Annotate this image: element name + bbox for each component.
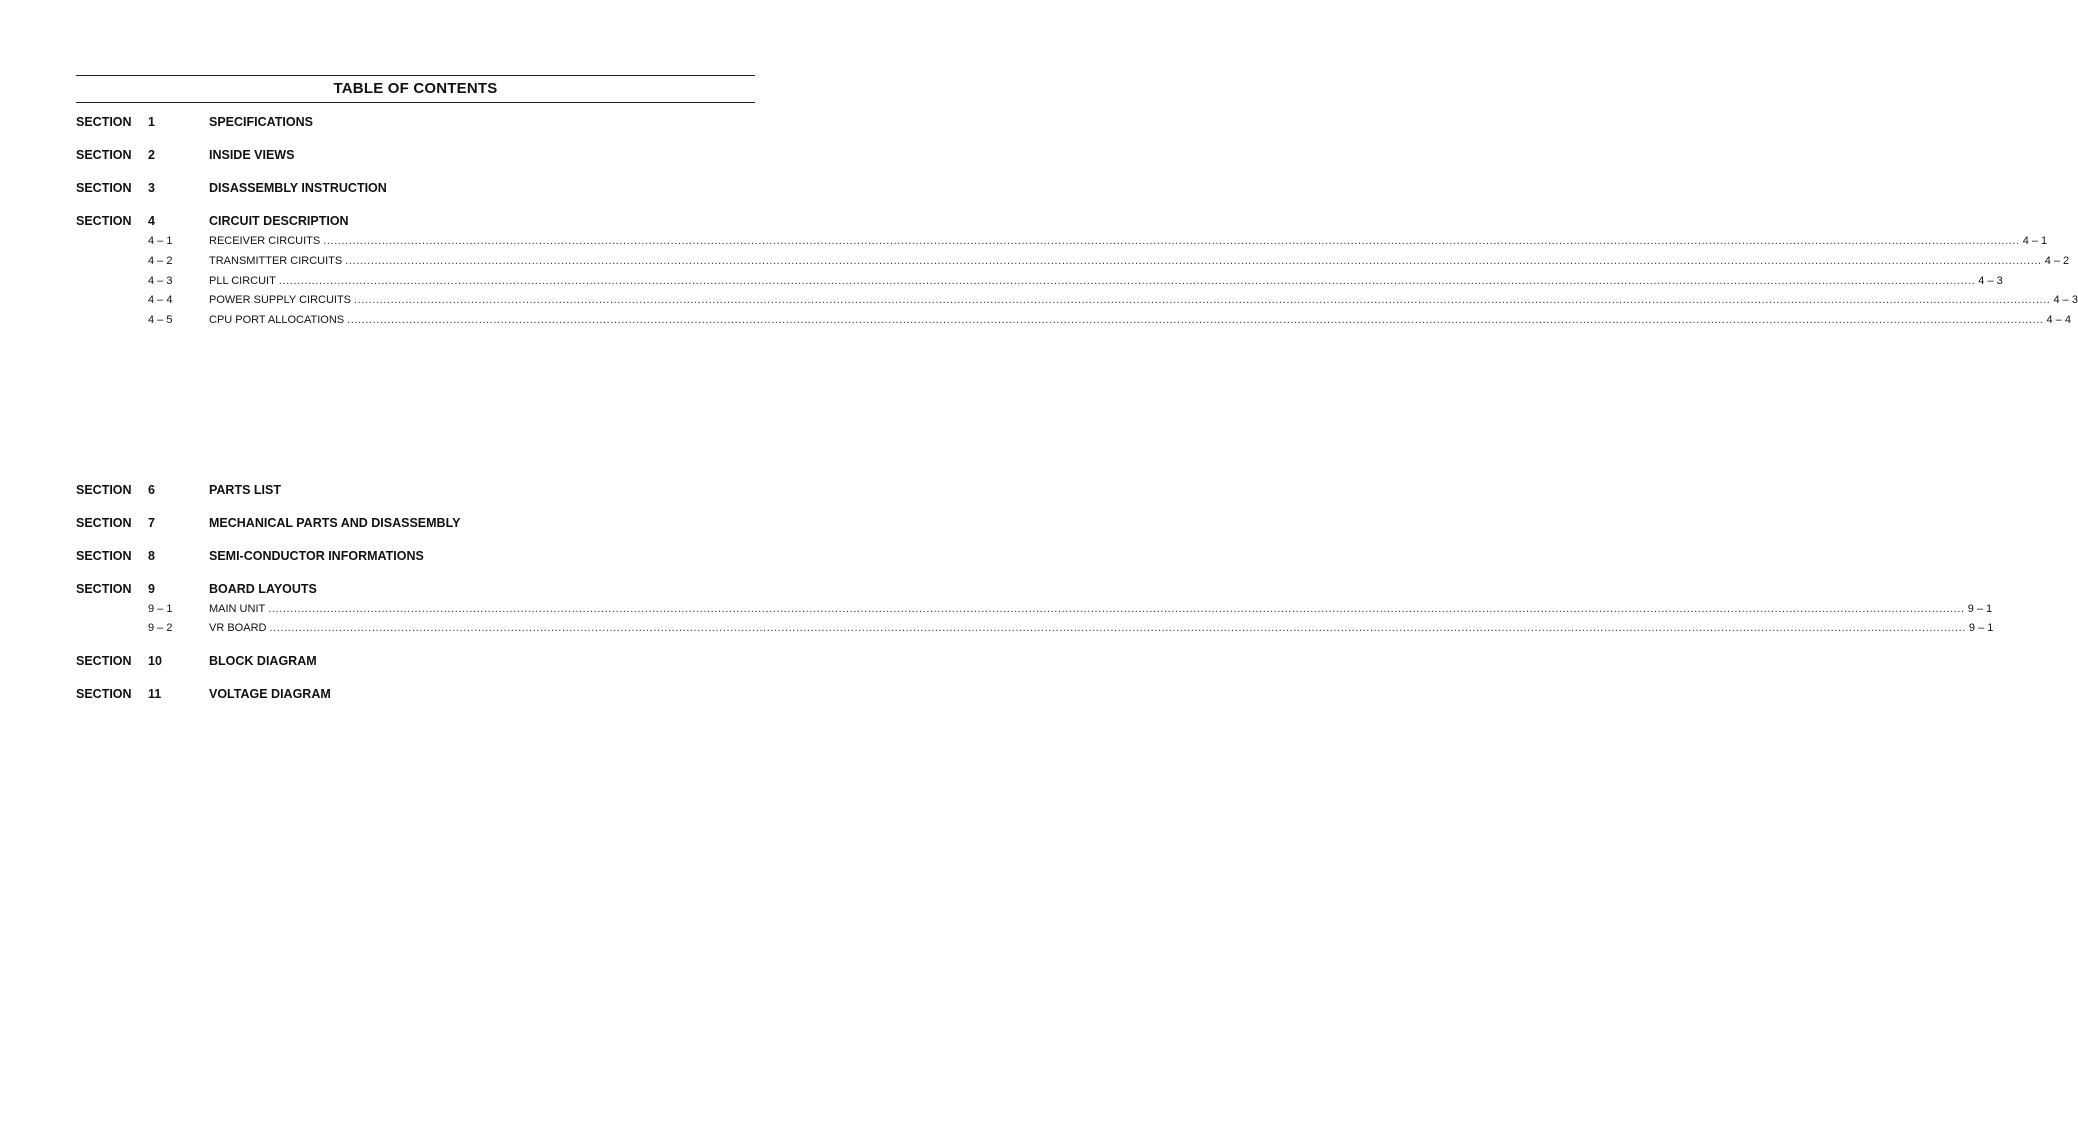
subsection-number: 4 – 2 (148, 255, 173, 267)
page-title: TABLE OF CONTENTS (333, 80, 498, 97)
section-label: SECTION (76, 654, 132, 668)
toc-subsection-9-2 (0, 622, 1994, 636)
toc-subsection-4-1 (0, 235, 2048, 249)
title-rule-bottom (76, 102, 755, 103)
section-label: SECTION (76, 687, 132, 701)
section-label: SECTION (76, 483, 132, 497)
toc-section-8 (0, 549, 793, 567)
subsection-number: 9 – 1 (148, 603, 173, 615)
subsection-number: 4 – 1 (148, 235, 173, 247)
dot-leader: ................................................................................................................................................................................................................................................................................................................................................................................................................................................................................ (345, 255, 2042, 267)
subsection-page: 4 – 2 (2044, 255, 2070, 267)
section-label: SECTION (76, 582, 132, 596)
toc-section-4 (0, 214, 793, 232)
toc-subsection-9-1 (0, 603, 1993, 617)
toc-section-9 (0, 582, 793, 600)
subsection-title: MAIN UNIT (209, 603, 266, 615)
toc-section-6 (0, 483, 793, 501)
toc-section-1 (0, 115, 793, 133)
dot-leader: ................................................................................................................................................................................................................................................................................................................................................................................................................................................................................ (323, 235, 2020, 247)
toc-section-7 (0, 516, 793, 534)
subsection-title: CPU PORT ALLOCATIONS (209, 314, 345, 326)
section-title: DISASSEMBLY INSTRUCTION (209, 181, 387, 195)
subsection-number: 4 – 5 (148, 314, 173, 326)
subsection-title: PLL CIRCUIT (209, 275, 276, 287)
section-number: 3 (148, 181, 155, 195)
dot-leader: ................................................................................................................................................................................................................................................................................................................................................................................................................................................................................ (268, 603, 1965, 615)
section-title: SPECIFICATIONS (209, 115, 313, 129)
section-number: 9 (148, 582, 155, 596)
toc-subsection-4-4 (0, 294, 2078, 308)
dot-leader: ................................................................................................................................................................................................................................................................................................................................................................................................................................................................................ (278, 275, 1976, 287)
subsection-page: 9 – 1 (1967, 603, 1993, 615)
title-rule-top (76, 75, 755, 76)
section-label: SECTION (76, 214, 132, 228)
toc-section-2 (0, 148, 793, 166)
section-label: SECTION (76, 181, 132, 195)
section-title: MECHANICAL PARTS AND DISASSEMBLY (209, 516, 461, 530)
section-number: 11 (148, 687, 162, 701)
toc-subsection-4-5 (0, 314, 2072, 328)
subsection-page: 4 – 3 (2053, 294, 2078, 306)
subsection-number: 9 – 2 (148, 622, 173, 634)
section-title: CIRCUIT DESCRIPTION (209, 214, 349, 228)
section-title: INSIDE VIEWS (209, 148, 295, 162)
toc-section-11 (0, 687, 793, 705)
section-label: SECTION (76, 549, 132, 563)
subsection-number: 4 – 4 (148, 294, 173, 306)
section-title: BLOCK DIAGRAM (209, 654, 317, 668)
section-number: 6 (148, 483, 155, 497)
subsection-page: 4 – 4 (2046, 314, 2072, 326)
section-title: BOARD LAYOUTS (209, 582, 317, 596)
subsection-title: POWER SUPPLY CIRCUITS (209, 294, 352, 306)
toc-section-10 (0, 654, 793, 672)
section-title: PARTS LIST (209, 483, 281, 497)
dot-leader: ................................................................................................................................................................................................................................................................................................................................................................................................................................................................................ (347, 314, 2044, 326)
subsection-number: 4 – 3 (148, 275, 173, 287)
section-title: SEMI-CONDUCTOR INFORMATIONS (209, 549, 424, 563)
subsection-title: TRANSMITTER CIRCUITS (209, 255, 343, 267)
section-number: 2 (148, 148, 155, 162)
section-number: 10 (148, 654, 162, 668)
subsection-title: VR BOARD (209, 622, 267, 634)
toc-subsection-4-3 (0, 275, 2003, 289)
section-label: SECTION (76, 516, 132, 530)
subsection-page: 9 – 1 (1968, 622, 1994, 634)
section-number: 7 (148, 516, 155, 530)
section-label: SECTION (76, 115, 132, 129)
section-label: SECTION (76, 148, 132, 162)
toc-subsection-4-2 (0, 255, 2070, 269)
section-number: 4 (148, 214, 155, 228)
section-number: 1 (148, 115, 155, 129)
dot-leader: ................................................................................................................................................................................................................................................................................................................................................................................................................................................................................ (354, 294, 2051, 306)
section-number: 8 (148, 549, 155, 563)
subsection-title: RECEIVER CIRCUITS (209, 235, 321, 247)
dot-leader: ................................................................................................................................................................................................................................................................................................................................................................................................................................................................................ (269, 622, 1966, 634)
section-title: VOLTAGE DIAGRAM (209, 687, 331, 701)
subsection-page: 4 – 3 (1978, 275, 2003, 287)
subsection-page: 4 – 1 (2022, 235, 2048, 247)
toc-section-3 (0, 181, 793, 199)
